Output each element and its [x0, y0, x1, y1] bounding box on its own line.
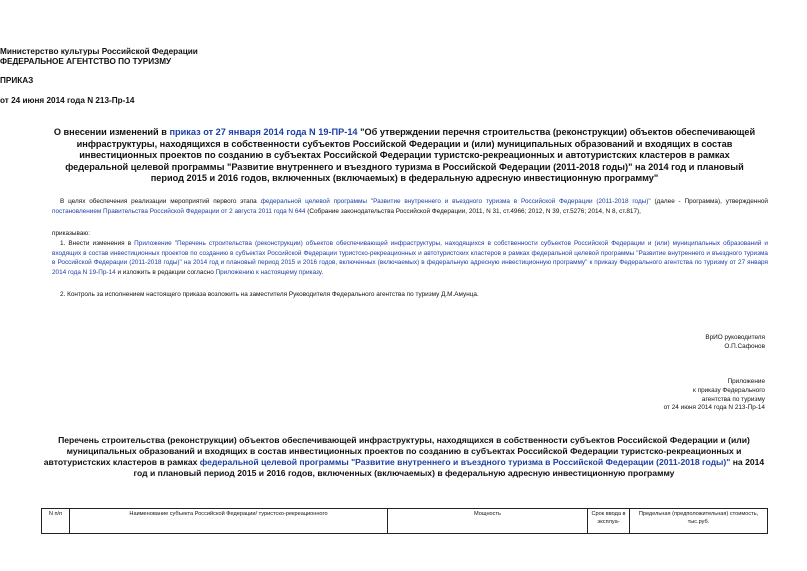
- signature-block: [705, 334, 765, 352]
- projects-table: [41, 508, 768, 534]
- order-word: приказываю:: [52, 230, 90, 237]
- item-1-paragraph: [52, 239, 768, 277]
- list-title-text-2: на 2014 год и плановый период 2015 и 2016 годов, включенных (включаемых) в федеральную адресную инвестиционную программу: [133, 457, 765, 478]
- preamble-text-1: В целях обеспечения реализации мероприятий первого этапа: [60, 198, 261, 205]
- item-1-text-3: .: [321, 268, 324, 276]
- agency-name: ФЕДЕРАЛЬНОЕ АГЕНТСТВО ПО ТУРИЗМУ: [0, 57, 172, 66]
- title-prefix: О внесении изменений в: [53, 127, 170, 137]
- preamble-paragraph: [52, 197, 768, 216]
- list-title: [40, 435, 768, 479]
- preamble-text-3: (Собрание законодательства Российской Федерации, 2011, N 31, ст.4966; 2012, N 39, ст.5276; 2014, N 8, ст.817),: [305, 207, 641, 215]
- ministry-name: Министерство культуры Российской Федерации: [0, 47, 198, 56]
- list-title-text-1: Перечень строительства (реконструкции) объектов обеспечивающей инфраструктуры, находящихся в собственности субъектов Российской Федерации и (или) муниципальных образований и входящих в состав инвестиционных проектов по созданию в субъектах Российской Федерации туристско-рекреационных и автотуристских кластеров в рамках: [43, 435, 750, 467]
- appendix-line-2: к приказу Федерального: [693, 386, 765, 394]
- list-title-link-program[interactable]: федеральной целевой программы "Развитие внутреннего и въездного туризма в Российской Федерации (2011-2018 годы)": [199, 457, 731, 467]
- item-2-paragraph: 2. Контроль за исполнением настоящего приказа возложить на заместителя Руководителя Федерального агентства по туризму Д.М.Амунца.: [60, 291, 479, 298]
- signature-position: ВрИО руководителя: [705, 334, 765, 341]
- appendix-line-4: от 24 июня 2014 года N 213-Пр-14: [663, 404, 765, 412]
- appendix-line-1: Приложение: [727, 378, 765, 385]
- signature-name: О.П.Сафонов: [724, 342, 765, 350]
- appendix-block: [664, 378, 765, 413]
- item-1-text-1: 1. Внести изменения в: [60, 240, 135, 247]
- preamble-link-resolution[interactable]: постановлением Правительства Российской Федерации от 2 августа 2011 года N 644: [52, 207, 306, 215]
- preamble-link-program[interactable]: федеральной целевой программы "Развитие внутреннего и въездного туризма в Российской Федерации (2011-2018 годы)": [260, 198, 651, 205]
- appendix-line-3: агентства по туризму: [701, 395, 765, 403]
- title-rest: "Об утверждении перечня строительства (реконструкции) объектов обеспечивающей инфраструктуры, находящихся в собственности субъектов Российской Федерации и (или) муниципальных образований и входящих в состав инвестиционных проектов по созданию в субъектах Российской Федерации туристско-рекреационных и автотуристских кластеров в рамках федеральной целевой программы "Развитие внутреннего и въездного туризма в Российской Федерации (2011-2018 годы)" на 2014 год и плановый период 2015 и 2016 годов, включенных (включаемых) в федеральную адресную инвестиционную программу": [65, 127, 756, 183]
- order-title: [52, 127, 757, 185]
- document-date: от 24 июня 2014 года N 213-Пр-14: [0, 96, 135, 105]
- header-number: N п/п: [42, 509, 70, 534]
- header-commissioning-date: Срок ввода в эксплуа-: [588, 509, 630, 534]
- table-header-row: [42, 509, 768, 534]
- item-1-link-appendix[interactable]: Приложение "Перечень строительства (реконструкции) объектов обеспечивающей инфраструктуры, находящихся в собственности субъектов Российской Федерации и (или) муниципальных образований и входящих в состав инвестиционных проектов по созданию в субъектах Российской Федерации туристско-рекреационных и автотуристских кластеров в рамках федеральной целевой программы "Развитие внутреннего и въездного туризма в Российской Федерации (2011-2018 годы)" на 2014 год и плановый период 2015 и 2016 годов, включенных (включаемых) в федеральную адресную инвестиционную программу" к приказу Федерального агентства по туризму от 27 января 2014 года N 19-Пр-14: [52, 240, 768, 276]
- document-type: ПРИКАЗ: [0, 76, 34, 85]
- header-subject-name: Наименование субъекта Российской Федерации/ туристско-рекреационного: [70, 509, 388, 534]
- header-capacity: Мощность: [388, 509, 588, 534]
- item-1-link-new-appendix[interactable]: Приложению к настоящему приказу: [215, 268, 322, 276]
- preamble-text-2: (далее - Программа), утвержденной: [650, 198, 768, 205]
- item-1-text-2: и изложить в редакции согласно: [115, 268, 216, 276]
- title-link-order-19[interactable]: приказ от 27 января 2014 года N 19-ПР-14: [169, 127, 358, 137]
- header-cost-limit: Предельная (предположительная) стоимость, тыс.руб.: [630, 509, 768, 534]
